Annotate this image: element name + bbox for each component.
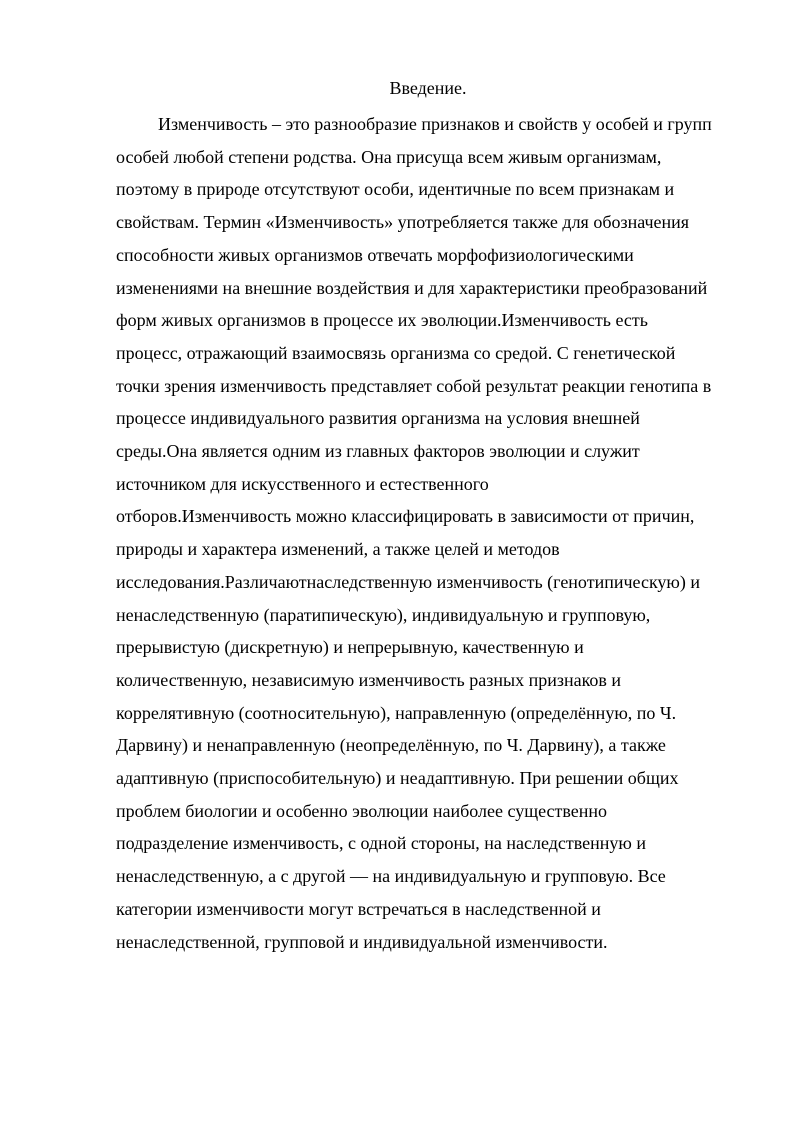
text-line: Изменчивость – это разнообразие признаков и свойств у особей и групп [158,114,712,134]
document-title: Введение. [389,78,467,98]
text-line: свойствам. Термин «Изменчивость» употребляется также для обозначения [116,212,690,233]
text-line: изменениями на внешние воздействия и для характеристики преобразований [116,277,708,298]
text-line: прерывистую (дискретную) и непрерывную, качественную и [116,637,584,658]
text-line: коррелятивную (соотносительную), направленную (определённую, по Ч. [116,702,677,723]
text-line: исследования.Различаютнаследственную изменчивость (генотипическую) и [116,571,701,592]
text-line: количественную, независимую изменчивость разных признаков и [116,669,622,690]
text-line: ненаследственную (паратипическую), индивидуальную и групповую, [116,604,651,625]
text-line: ненаследственную, а с другой — на индивидуальную и групповую. Все [116,866,666,887]
text-line: среды.Она является одним из главных факторов эволюции и служит [116,441,640,462]
text-line: источником для искусственного и естественного [116,473,489,494]
text-line: точки зрения изменчивость представляет собой результат реакции генотипа в [116,375,712,396]
text-line: особей любой степени родства. Она присуща всем живым организмам, [116,146,662,167]
text-line: форм живых организмов в процессе их эволюции.Изменчивость есть [116,310,648,331]
text-line: поэтому в природе отсутствуют особи, идентичные по всем признакам и [116,179,675,200]
text-line: Дарвину) и ненаправленную (неопределённую, по Ч. Дарвину), а также [116,735,666,756]
text-line: проблем биологии и особенно эволюции наиболее существенно [116,800,608,821]
text-line: ненаследственной, групповой и индивидуальной изменчивости. [116,931,608,952]
text-line: категории изменчивости могут встречаться в наследственной и [116,898,601,919]
text-line: адаптивную (приспособительную) и неадаптивную. При решении общих [116,768,679,789]
document-body [116,108,756,958]
text-line: процессе индивидуального развития организма на условия внешней [116,408,640,429]
text-line: отборов.Изменчивость можно классифицировать в зависимости от причин, [116,506,695,527]
text-line: природы и характера изменений, а также целей и методов [116,539,560,560]
text-line: способности живых организмов отвечать морфофизиологическими [116,244,634,265]
text-line: подразделение изменчивость, с одной стороны, на наследственную и [116,833,646,854]
text-line: процесс, отражающий взаимосвязь организма со средой. С генетической [116,342,676,363]
